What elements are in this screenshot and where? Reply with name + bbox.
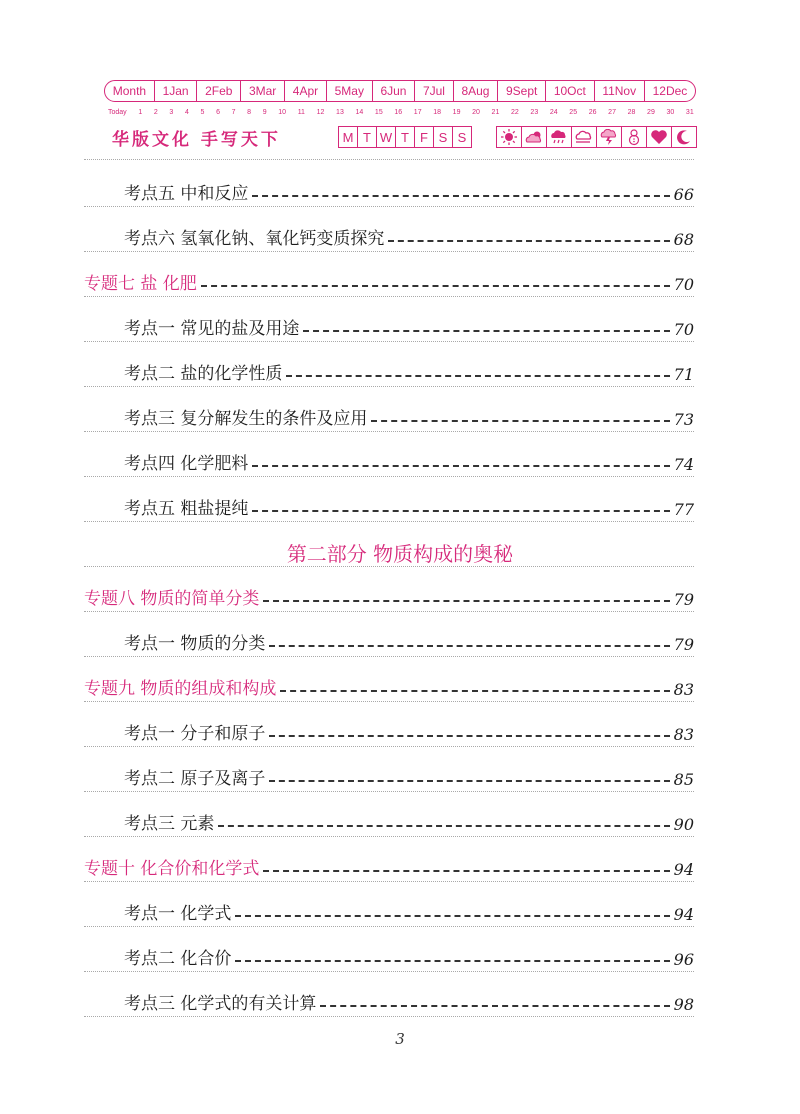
- day-number: 11: [297, 108, 305, 116]
- toc-entry: [84, 311, 694, 341]
- dot-leader: [201, 285, 670, 287]
- toc-entry: [84, 761, 694, 791]
- toc-entry-title: 考点六 氢氧化钠、氧化钙变质探究: [124, 229, 385, 249]
- weekday-box: M: [342, 129, 354, 145]
- ruled-line: [84, 251, 694, 252]
- toc-entry: [84, 221, 694, 251]
- page-number: 3: [395, 1030, 405, 1048]
- ruled-line: [84, 159, 694, 160]
- dot-leader: [371, 420, 669, 422]
- weekday-box: W: [376, 127, 395, 147]
- toc-entry: [84, 986, 694, 1016]
- day-number: 12: [316, 108, 325, 116]
- toc-topic: [84, 851, 694, 881]
- heart-icon: [646, 127, 671, 147]
- ruled-line: [84, 791, 694, 792]
- dot-leader: [235, 960, 669, 962]
- ruled-line: [84, 926, 694, 927]
- day-number: 31: [685, 108, 694, 116]
- ruled-line: [84, 656, 694, 657]
- month-bar: [104, 80, 696, 102]
- sun-icon: [497, 127, 521, 147]
- toc-entry: [84, 176, 694, 206]
- dot-leader: [235, 915, 669, 917]
- snow-icon: [621, 127, 646, 147]
- month-cell: 9Sept: [497, 81, 545, 101]
- ruled-line: [84, 971, 694, 972]
- toc-topic: [84, 266, 694, 296]
- month-cell: 11Nov: [594, 81, 644, 101]
- toc-entry-page: 73: [673, 410, 694, 429]
- toc-topic-title: 专题十 化合价和化学式: [84, 859, 260, 879]
- thunder-icon: [596, 127, 621, 147]
- ruled-line: [84, 476, 694, 477]
- day-number: 30: [666, 108, 675, 116]
- day-number: 4: [184, 108, 189, 116]
- month-cell: 4Apr: [284, 81, 326, 101]
- ruled-line: [84, 701, 694, 702]
- toc-entry-page: 68: [673, 230, 694, 249]
- moon-icon: [671, 127, 696, 147]
- day-number: 18: [433, 108, 442, 116]
- dot-leader: [252, 195, 669, 197]
- ruled-line: [84, 431, 694, 432]
- ruled-line: [84, 836, 694, 837]
- day-number: 1: [138, 108, 143, 116]
- toc-entry-page: 83: [673, 680, 694, 699]
- day-number: 21: [491, 108, 500, 116]
- toc-topic-title: 专题九 物质的组成和构成: [84, 679, 277, 699]
- weekday-box: T: [395, 127, 414, 147]
- day-number: 7: [231, 108, 236, 116]
- toc-entry-page: 66: [673, 185, 694, 204]
- toc-entry-page: 71: [673, 365, 694, 384]
- day-number: 20: [472, 108, 480, 116]
- dot-leader: [303, 330, 669, 332]
- dot-leader: [252, 465, 669, 467]
- toc-entry-title: 考点二 化合价: [124, 949, 232, 969]
- ruled-line: [84, 206, 694, 207]
- month-cell: 8Aug: [453, 81, 498, 101]
- weather-icons: [496, 126, 697, 148]
- toc-entry-page: 74: [673, 455, 694, 474]
- toc-entry-page: 96: [673, 950, 694, 969]
- toc-entry: [84, 896, 694, 926]
- day-number: 9: [262, 108, 267, 116]
- toc-entry-title: 考点二 原子及离子: [124, 769, 266, 789]
- ruled-line: [84, 881, 694, 882]
- toc-entry: [84, 806, 694, 836]
- day-number: 23: [530, 108, 539, 116]
- dot-leader: [252, 510, 669, 512]
- day-number: 3: [169, 108, 174, 116]
- month-cell: 2Feb: [196, 81, 240, 101]
- day-number: 25: [569, 108, 578, 116]
- month-cell: 10Oct: [545, 81, 594, 101]
- ruled-line: [84, 1016, 694, 1017]
- toc-entry: [84, 941, 694, 971]
- day-number: 22: [510, 108, 519, 116]
- toc-entry-title: 考点一 常见的盐及用途: [124, 319, 300, 339]
- toc-topic-title: 专题七 盐 化肥: [84, 274, 197, 294]
- weekday-boxes: [338, 126, 472, 148]
- toc-entry-title: 考点三 化学式的有关计算: [124, 994, 317, 1014]
- ruled-line: [84, 521, 694, 522]
- day-number: 5: [200, 108, 205, 116]
- day-number: 26: [588, 108, 597, 116]
- toc-entry-title: 考点一 分子和原子: [124, 724, 266, 744]
- ruled-line: [84, 386, 694, 387]
- month-cell: 12Dec: [644, 81, 695, 101]
- day-number: 6: [216, 108, 220, 116]
- dot-leader: [269, 735, 669, 737]
- dot-leader: [286, 375, 669, 377]
- toc-entry: [84, 626, 694, 656]
- toc-entry: [84, 401, 694, 431]
- month-cell: 3Mar: [240, 81, 284, 101]
- day-number: 19: [452, 108, 461, 116]
- ruled-line: [84, 341, 694, 342]
- month-cell: 6Jun: [372, 81, 415, 101]
- toc-entry-page: 77: [673, 500, 694, 519]
- toc-entry-page: 79: [673, 635, 694, 654]
- ruled-line: [84, 611, 694, 612]
- toc-entry-title: 考点二 盐的化学性质: [124, 364, 283, 384]
- month-cell: 5May: [326, 81, 372, 101]
- day-number: 15: [374, 108, 383, 116]
- weekday-box: T: [357, 127, 376, 147]
- toc-entry-page: 70: [673, 275, 694, 294]
- dot-leader: [269, 645, 669, 647]
- toc-entry-page: 94: [673, 905, 694, 924]
- toc-entry: [84, 716, 694, 746]
- dot-leader: [263, 870, 669, 872]
- weekday-box: S: [433, 127, 452, 147]
- month-cell: 1Jan: [154, 81, 197, 101]
- toc-entry: [84, 446, 694, 476]
- day-number: 16: [394, 108, 403, 116]
- dot-leader: [218, 825, 669, 827]
- day-number: 24: [549, 108, 558, 116]
- toc-entry-page: 98: [673, 995, 694, 1014]
- toc-entry-page: 85: [673, 770, 694, 789]
- toc-entry-title: 考点一 化学式: [124, 904, 232, 924]
- today-label: Today: [108, 108, 127, 116]
- day-number: 8: [247, 108, 252, 116]
- toc-topic: [84, 671, 694, 701]
- toc-entry-page: 94: [673, 860, 694, 879]
- day-number: 17: [413, 108, 422, 116]
- toc-entry: [84, 356, 694, 386]
- day-number: 13: [336, 108, 344, 116]
- dot-leader: [263, 600, 669, 602]
- toc-entry-title: 考点五 粗盐提纯: [124, 499, 249, 519]
- windy-icon: [571, 127, 596, 147]
- toc-entry-page: 79: [673, 590, 694, 609]
- cloudy-icon: [521, 127, 546, 147]
- rain-icon: [546, 127, 571, 147]
- day-number: 14: [355, 108, 364, 116]
- day-number: 28: [627, 108, 636, 116]
- ruled-line: [84, 746, 694, 747]
- toc-entry-title: 考点三 元素: [124, 814, 215, 834]
- day-number: 27: [608, 108, 616, 116]
- toc-entry-title: 考点五 中和反应: [124, 184, 249, 204]
- toc-entry-title: 考点三 复分解发生的条件及应用: [124, 409, 368, 429]
- day-number: 10: [278, 108, 287, 116]
- dot-leader: [269, 780, 669, 782]
- toc-entry: [84, 491, 694, 521]
- toc-entry-page: 70: [673, 320, 694, 339]
- day-number: 2: [153, 108, 158, 116]
- day-number: 29: [647, 108, 655, 116]
- day-numbers-row: [108, 107, 694, 117]
- weekday-box: F: [414, 127, 433, 147]
- month-cell: Month: [112, 84, 147, 98]
- dot-leader: [320, 1005, 669, 1007]
- ruled-line: [84, 296, 694, 297]
- toc-entry-page: 90: [673, 815, 694, 834]
- dot-leader: [388, 240, 669, 242]
- dot-leader: [280, 690, 669, 692]
- toc-entry-title: 考点四 化学肥料: [124, 454, 249, 474]
- toc-entry-page: 83: [673, 725, 694, 744]
- section-heading: 第二部分 物质构成的奥秘: [286, 542, 514, 566]
- weekday-box: S: [452, 127, 471, 147]
- toc-topic-title: 专题八 物质的简单分类: [84, 589, 260, 609]
- toc-entry-title: 考点一 物质的分类: [124, 634, 266, 654]
- brand-title: 华版文化 手写天下: [112, 130, 281, 150]
- month-cell: 7Jul: [414, 81, 453, 101]
- toc-topic: [84, 581, 694, 611]
